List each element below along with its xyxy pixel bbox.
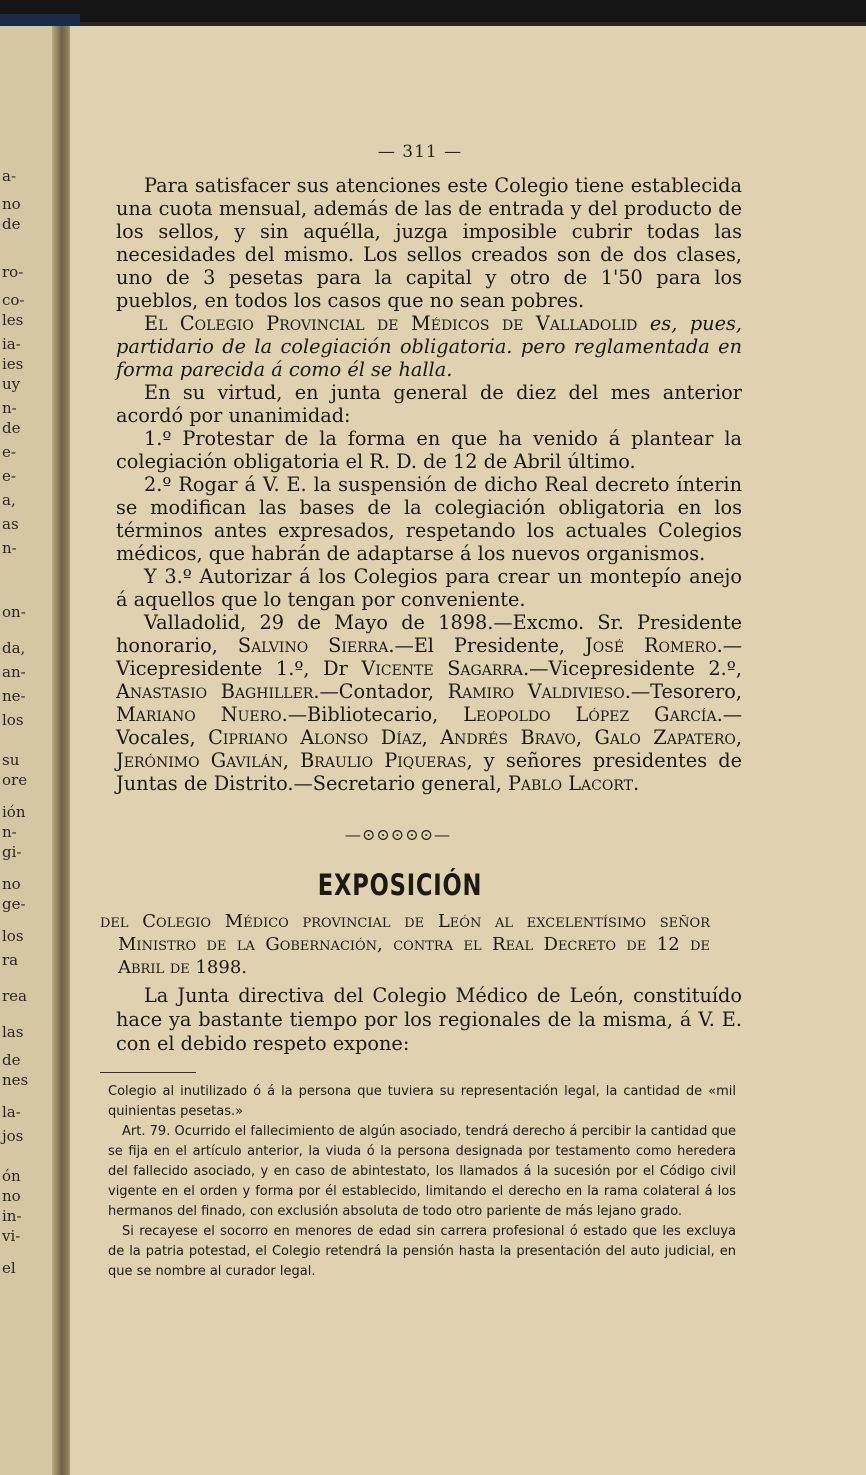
right-page [70, 26, 866, 1475]
footnote-rule [100, 1072, 196, 1073]
left-page-fragment: los [2, 927, 24, 945]
paragraph-text: .—Vocales, [116, 703, 742, 749]
left-page-fragment: ge- [2, 895, 26, 913]
left-page-fragment: ro- [2, 263, 24, 281]
left-page-fragment: da, [2, 639, 26, 657]
paragraph-text: Vicente Sagarra [361, 657, 524, 680]
left-page-fragment: in- [2, 1207, 22, 1225]
left-page-fragment: los [2, 711, 24, 729]
paragraph [116, 611, 742, 795]
left-page-fragment: no [2, 875, 21, 893]
left-page-fragment: vi- [2, 1227, 21, 1245]
paragraph [116, 381, 742, 427]
left-page-fragment: ra [2, 951, 19, 969]
left-page-fragment: a- [2, 167, 17, 185]
paragraph [116, 427, 742, 473]
left-page-fragment: ión [2, 803, 26, 821]
left-page-fragment: co- [2, 291, 25, 309]
left-page-fragment: as [2, 515, 19, 533]
footnote-3: Si recayese el socorro en menores de edad sin carrera profesional ó estado que les excluya de la patria potestad, el Colegio retendrá la pensión hasta la presentación del auto judicial, en que se nombre al curador legal. [108, 1224, 736, 1279]
left-page-fragment: les [2, 311, 24, 329]
exposition-intro: La Junta directiva del Colegio Médico de León, constituído hace ya bastante tiempo por los regionales de la misma, á V. E. con el debido respeto expone: [116, 984, 742, 1055]
paragraph-text: , y señores presidentes de Juntas de Distrito.—Secretario general, [116, 749, 743, 795]
left-page-fragment: de [2, 215, 21, 233]
section-ornament: —⊙⊙⊙⊙⊙— [344, 825, 452, 844]
left-page-fragment: no [2, 1187, 21, 1205]
left-page-fragment: e- [2, 467, 16, 485]
paragraph-text: Cipriano Alonso Díaz, Andrés Bravo, Galo Zapatero, Jerónimo Gavilán, Braulio Piqueras [116, 726, 742, 772]
left-page-fragment: ore [2, 771, 28, 789]
paragraph-text: .—El Presidente, [388, 634, 586, 657]
paragraph-text: En su virtud, en junta general de diez del mes anterior acordó por unanimidad: [116, 381, 742, 427]
left-page-fragment: jos [2, 1127, 24, 1145]
paragraph [116, 312, 742, 381]
paragraph-text: Salvino Sierra [237, 634, 389, 657]
paragraph-text: Y 3.º Autorizar á los Colegios para crear un montepío anejo á aquellos que lo tengan por conveniente. [116, 565, 742, 611]
paragraph [116, 174, 742, 312]
paragraph-text: Para satisfacer sus atenciones este Colegio tiene establecida una cuota mensual, además de las de entrada y del producto de los sellos, y sin aquélla, juzga imposible cubrir todas las necesidades del mismo. Los sellos creados son de dos clases, uno de 3 pesetas para la capital y otro de 1'50 para los pueblos, en todos los casos que no sean pobres. [116, 174, 742, 312]
paragraph-text: Leopoldo López García [463, 703, 717, 726]
paragraph-text: Mariano Nuero [116, 703, 282, 726]
left-page-fragment: las [2, 1023, 24, 1041]
left-page-fragment: uy [2, 375, 21, 393]
paragraph [116, 473, 742, 565]
left-page-fragment: no [2, 195, 21, 213]
paragraph-text: .—Bibliotecario, [281, 703, 464, 726]
left-page-fragment: rea [2, 987, 27, 1005]
left-page-fragment: n- [2, 539, 17, 557]
left-page-fragment: n- [2, 399, 17, 417]
paragraph-text: .—Contador, [313, 680, 448, 703]
left-page-fragment: ies [2, 355, 24, 373]
left-page-fragment: an- [2, 663, 26, 681]
section-subtitle: del Colegio Médico provincial de León al excelentísimo señor Ministro de la Gobernación, contra el Real Decreto de 12 de Abril de 1898. [100, 911, 710, 978]
paragraph-text: El Colegio Provincial de Médicos de Valladolid [144, 312, 638, 335]
left-page-fragment: a, [2, 491, 16, 509]
paragraph-text: 2.º Rogar á V. E. la suspensión de dicho Real decreto ínterin se modifican las bases de la colegiación obligatoria en los términos antes expresados, respetando los actuales Colegios médicos, que habrán de adaptarse á los nuevos organismos. [116, 473, 742, 565]
paragraph-text: .—Vicepresidente 1.º, Dr [116, 634, 743, 680]
left-page-fragment: nes [2, 1071, 29, 1089]
section-heading: EXPOSICIÓN [317, 868, 483, 902]
paragraph-text: es, pues, partidario de la colegiación obligatoria. pero reglamentada en forma parecida á como él se halla. [116, 312, 743, 381]
letter-body [116, 174, 742, 795]
left-page-fragment: ne- [2, 687, 26, 705]
paragraph-text: Pablo Lacort [507, 772, 633, 795]
left-page-fragment: ón [2, 1167, 21, 1185]
left-page-fragment: n- [2, 823, 17, 841]
paragraph-text: José Romero [585, 634, 717, 657]
paragraph-text: Anastasio Baghiller [116, 680, 314, 703]
paragraph-text: 1.º Protestar de la forma en que ha venido á plantear la colegiación obligatoria el R. D. de 12 de Abril último. [116, 427, 742, 473]
paragraph-text: .—Vicepresidente 2.º, [523, 657, 742, 680]
left-page-fragment: de [2, 419, 21, 437]
paragraph [116, 565, 742, 611]
left-page-fragment: la- [2, 1103, 21, 1121]
footnotes [108, 1082, 736, 1282]
footnote-2: Art. 79. Ocurrido el fallecimiento de algún asociado, tendrá derecho á percibir la cantidad que se fija en el artículo anterior, la viuda ó la persona designada por testamento como heredera del fallecido asociado, y en caso de abintestato, los llamados á la sucesión por el Código civil vigente en el orden y forma por él establecido, limitando el derecho en la rama colateral á los hermanos del finado, con exclusión absoluta de todo otro pariente de más lejano grado. [108, 1124, 736, 1219]
left-page-fragment: de [2, 1051, 21, 1069]
page-number: — 311 — [377, 142, 463, 162]
left-page-fragment: su [2, 751, 20, 769]
left-page-fragment: gi- [2, 843, 22, 861]
left-page-fragment: el [2, 1259, 16, 1277]
paragraph-text: . [632, 772, 640, 795]
paragraph-text: .—Tesorero, [624, 680, 743, 703]
paragraph-text: Ramiro Valdivieso [447, 680, 625, 703]
footnote-1: Colegio al inutilizado ó á la persona que tuviera su representación legal, la cantidad de «mil quinientas pesetas.» [108, 1084, 736, 1119]
left-page-fragment: ia- [2, 335, 21, 353]
left-page-fragment: e- [2, 443, 16, 461]
left-page-fragment: on- [2, 603, 26, 621]
paragraph-text: Valladolid, 29 de Mayo de 1898.—Excmo. Sr. Presidente honorario, [116, 611, 742, 657]
scan-top-border [0, 0, 866, 22]
